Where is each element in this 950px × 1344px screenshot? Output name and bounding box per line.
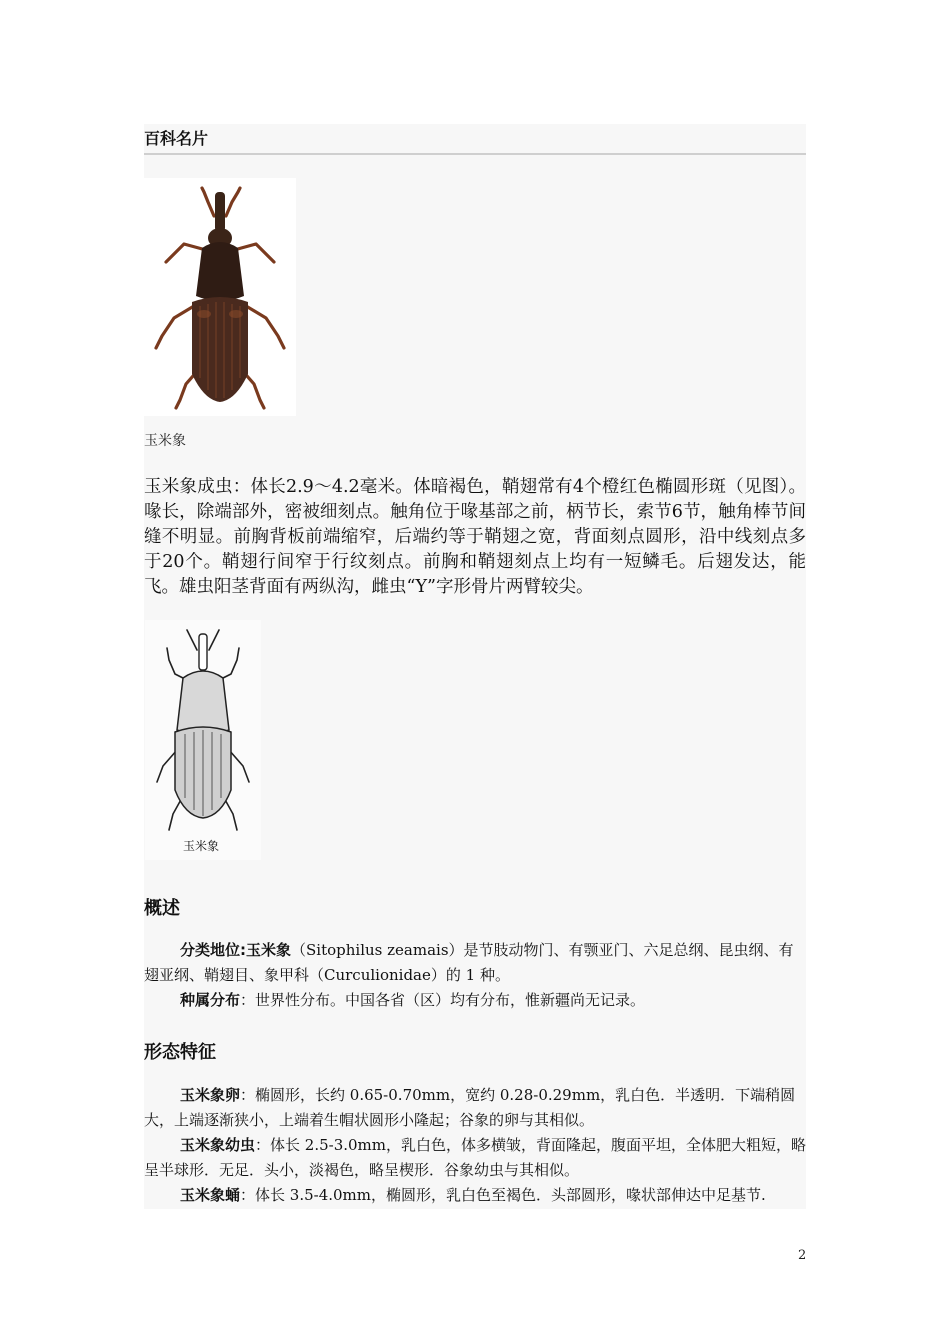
distribution-paragraph xyxy=(144,988,806,1013)
egg-paragraph xyxy=(144,1083,806,1133)
egg-text: ：椭圆形，长约 0.65-0.70mm，宽约 0.28-0.29mm，乳白色．半透明．下端稍圆大，上端逐渐狭小，上端着生帽状圆形小隆起；谷象的卵与其相似。 xyxy=(144,1086,796,1129)
pupa-text: ：体长 3.5-4.0mm，椭圆形，乳白色至褐色．头部圆形，喙状部伸达中足基节. xyxy=(240,1186,766,1204)
pupa-label: 玉米象蛹 xyxy=(180,1186,241,1204)
weevil-photo xyxy=(144,178,296,416)
distribution-text: ：世界性分布。中国各省（区）均有分布，惟新疆尚无记录。 xyxy=(240,991,646,1009)
species-name: 玉米象 xyxy=(246,941,292,959)
morphology-heading: 形态特征 xyxy=(144,1042,216,1063)
distribution-label: 种属分布 xyxy=(180,991,241,1009)
card-title: 百科名片 xyxy=(144,129,209,148)
weevil-drawing xyxy=(145,620,261,860)
drawing-label: 玉米象 xyxy=(183,839,220,853)
larva-paragraph xyxy=(144,1133,806,1183)
adult-description-paragraph: 玉米象成虫：体长2.9～4.2毫米。体暗褐色，鞘翅常有4个橙红色椭圆形斑（见图）。喙长，除端部外，密被细刻点。触角位于喙基部之前，柄节长，索节6节，触角棒节间缝不明显。前胸背板前端缩窄，后端约等于鞘翅之宽，背面刻点圆形，沿中线刻点多于20个。鞘翅行间窄于行纹刻点。前胸和鞘翅刻点上均有一短鳞毛。后翅发达，能飞。雄虫阳茎背面有两纵沟，雌虫“Y”字形骨片两臂较尖。 xyxy=(144,477,806,597)
classification-label: 分类地位: xyxy=(180,941,246,959)
classification-text: （Sitophilus zeamais）是节肢动物门、有颚亚门、六足总纲、昆虫纲、有翅亚纲、鞘翅目、象甲科（Curculionidae）的 1 种。 xyxy=(144,941,794,984)
page-number: 2 xyxy=(798,1248,807,1263)
egg-label: 玉米象卵 xyxy=(180,1086,241,1104)
classification-paragraph xyxy=(144,938,806,988)
overview-heading: 概述 xyxy=(144,898,180,919)
larva-text: ：体长 2.5-3.0mm，乳白色，体多横皱，背面隆起，腹面平坦，全体肥大粗短，略呈半球形．无足．头小，淡褐色，略呈楔形．谷象幼虫与其相似。 xyxy=(144,1136,807,1179)
photo-caption: 玉米象 xyxy=(144,433,186,449)
larva-label: 玉米象幼虫 xyxy=(180,1136,256,1154)
pupa-paragraph xyxy=(144,1183,806,1208)
card-divider xyxy=(144,153,806,155)
